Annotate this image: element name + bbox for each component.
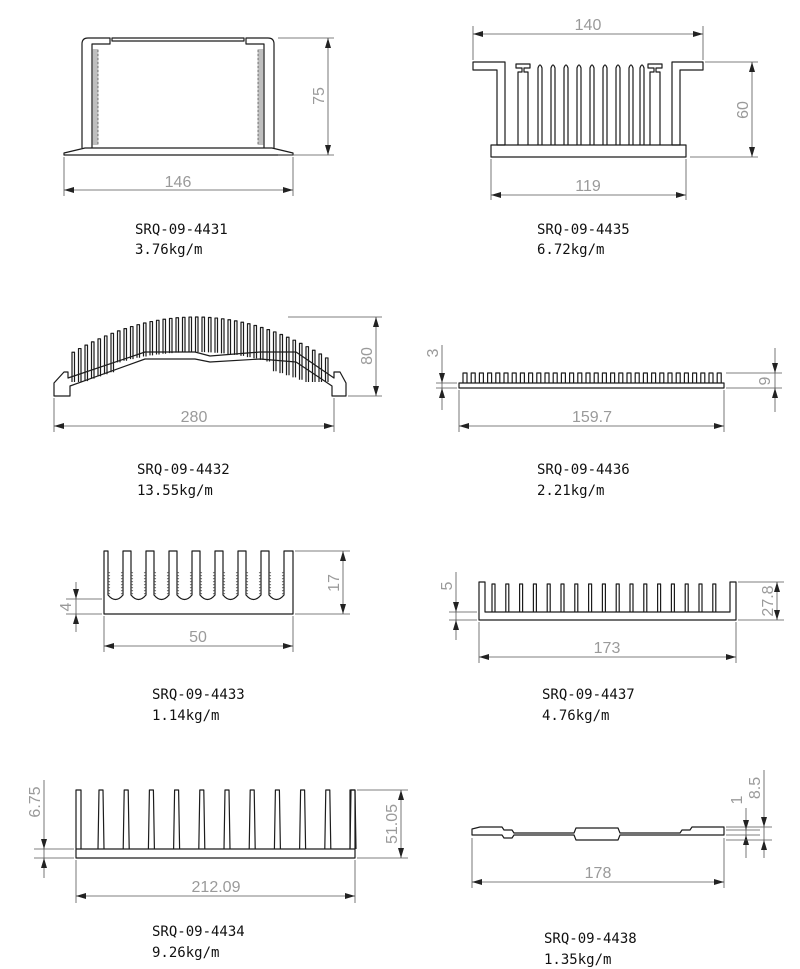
dimension-height-4438 bbox=[726, 770, 772, 858]
fin bbox=[506, 584, 509, 612]
fin bbox=[635, 373, 639, 383]
dimension-label: 51.05 bbox=[384, 803, 401, 845]
heatsink-drawing-4438 bbox=[472, 827, 724, 840]
fin bbox=[551, 65, 555, 145]
dimension-top-width-4435 bbox=[473, 17, 703, 60]
profile-srq-09-4433 bbox=[58, 551, 350, 724]
fin bbox=[209, 317, 212, 352]
fin bbox=[98, 339, 101, 377]
dimension-width-4438 bbox=[472, 838, 724, 888]
fin bbox=[594, 373, 598, 383]
fin bbox=[258, 86, 264, 88]
fin bbox=[235, 321, 238, 355]
fin bbox=[131, 327, 134, 360]
fin bbox=[174, 790, 180, 849]
fin bbox=[619, 373, 623, 383]
dimension-base-thickness-4434 bbox=[27, 780, 74, 878]
fin bbox=[512, 373, 516, 383]
fin bbox=[538, 65, 542, 145]
dimension-label: 212.09 bbox=[191, 879, 241, 896]
fin bbox=[92, 114, 98, 116]
fin bbox=[630, 584, 633, 612]
fin bbox=[488, 373, 492, 383]
dimension-label: 6.75 bbox=[27, 786, 44, 818]
profile-code: SRQ-09-4433 bbox=[152, 687, 245, 703]
dimension-height-4437 bbox=[738, 582, 784, 620]
fin bbox=[685, 584, 688, 612]
fin bbox=[258, 102, 264, 104]
fin bbox=[258, 106, 264, 108]
dimension-base-width-4435 bbox=[491, 159, 686, 200]
fin bbox=[325, 790, 331, 849]
fin bbox=[520, 584, 523, 612]
fin bbox=[643, 373, 647, 383]
fin bbox=[602, 584, 605, 612]
fin bbox=[258, 70, 264, 72]
profile-code: SRQ-09-4437 bbox=[542, 687, 635, 703]
fin bbox=[92, 54, 98, 56]
dimension-label: 4 bbox=[58, 602, 75, 612]
fin bbox=[258, 122, 264, 124]
fin bbox=[92, 86, 98, 88]
fin bbox=[92, 82, 98, 84]
fin bbox=[717, 373, 721, 383]
fin bbox=[660, 373, 664, 383]
dimension-width-4436 bbox=[459, 390, 724, 432]
profile-code: SRQ-09-4436 bbox=[537, 462, 630, 478]
fin bbox=[586, 373, 590, 383]
heatsink-drawing-4433 bbox=[104, 551, 293, 614]
dimension-label: 80 bbox=[359, 347, 376, 365]
fin bbox=[547, 584, 550, 612]
fin bbox=[602, 373, 606, 383]
dimension-base-thickness-4433 bbox=[58, 582, 102, 632]
profile-srq-09-4431 bbox=[64, 38, 334, 258]
fin bbox=[504, 373, 508, 383]
fin bbox=[564, 65, 568, 145]
profile-weight: 6.72kg/m bbox=[537, 242, 605, 258]
fin bbox=[258, 114, 264, 116]
profile-code: SRQ-09-4435 bbox=[537, 222, 630, 238]
fin bbox=[92, 130, 98, 132]
fin bbox=[196, 317, 199, 352]
fin bbox=[258, 134, 264, 136]
fin bbox=[124, 329, 127, 361]
fin bbox=[92, 70, 98, 72]
fin bbox=[92, 58, 98, 60]
profile-srq-09-4432 bbox=[54, 317, 382, 499]
fin bbox=[537, 373, 541, 383]
dimension-label: 146 bbox=[164, 174, 192, 191]
dimension-base-thickness-4436 bbox=[425, 345, 457, 410]
fin bbox=[627, 373, 631, 383]
fin bbox=[603, 65, 607, 145]
fin bbox=[258, 74, 264, 76]
fin bbox=[92, 110, 98, 112]
fin bbox=[693, 373, 697, 383]
fin bbox=[640, 65, 644, 145]
fin bbox=[163, 319, 166, 353]
fin bbox=[287, 337, 290, 375]
profile-srq-09-4438 bbox=[472, 770, 772, 968]
heatsink-drawing-4432 bbox=[54, 317, 346, 396]
fin bbox=[709, 373, 713, 383]
profile-weight: 4.76kg/m bbox=[542, 708, 610, 724]
fin bbox=[261, 327, 264, 359]
fin bbox=[258, 110, 264, 112]
fin bbox=[92, 342, 95, 379]
dimension-label: 1 bbox=[729, 795, 746, 805]
fin bbox=[575, 584, 578, 612]
fin bbox=[258, 82, 264, 84]
fin bbox=[92, 74, 98, 76]
fin bbox=[92, 102, 98, 104]
fin bbox=[258, 50, 264, 52]
dimension-label: 280 bbox=[180, 409, 208, 426]
fin bbox=[300, 343, 303, 379]
fin bbox=[92, 142, 98, 144]
fin bbox=[258, 90, 264, 92]
fin bbox=[713, 584, 716, 612]
dimension-label: 50 bbox=[189, 629, 207, 646]
fin bbox=[92, 138, 98, 140]
fin bbox=[684, 373, 688, 383]
dimension-height-4435 bbox=[690, 62, 758, 157]
fin bbox=[98, 790, 104, 849]
fin bbox=[578, 373, 582, 383]
fin bbox=[92, 50, 98, 52]
dimension-label: 178 bbox=[584, 865, 612, 882]
fin bbox=[248, 324, 251, 357]
fin bbox=[92, 122, 98, 124]
dimension-label: 75 bbox=[311, 87, 328, 105]
fin bbox=[629, 65, 633, 145]
profile-srq-09-4435 bbox=[473, 17, 758, 258]
fin bbox=[170, 318, 173, 353]
fin bbox=[570, 373, 574, 383]
dimension-width-4433 bbox=[104, 616, 293, 652]
fin bbox=[479, 373, 483, 383]
fin bbox=[258, 118, 264, 120]
fin bbox=[590, 65, 594, 145]
fin bbox=[258, 126, 264, 128]
profile-weight: 3.76kg/m bbox=[135, 242, 203, 258]
fin bbox=[254, 326, 257, 359]
heatsink-drawing-4436 bbox=[459, 373, 724, 388]
fin bbox=[258, 78, 264, 80]
fin bbox=[267, 330, 270, 362]
fin bbox=[306, 347, 309, 382]
heatsink-drawing-4431 bbox=[64, 38, 293, 155]
fin bbox=[326, 358, 329, 382]
fin bbox=[545, 373, 549, 383]
profile-code: SRQ-09-4431 bbox=[135, 222, 228, 238]
dimension-width-4437 bbox=[479, 622, 736, 663]
fin bbox=[652, 373, 656, 383]
fin bbox=[92, 98, 98, 100]
profile-weight: 2.21kg/m bbox=[537, 483, 605, 499]
fin bbox=[202, 317, 205, 352]
fin bbox=[533, 584, 536, 612]
fin bbox=[189, 317, 192, 352]
fin bbox=[85, 345, 88, 381]
fin bbox=[701, 373, 705, 383]
fin bbox=[616, 65, 620, 145]
heatsink-drawing-4437 bbox=[479, 582, 736, 620]
dimension-height-4431 bbox=[278, 38, 334, 155]
fin bbox=[313, 350, 316, 382]
profile-code: SRQ-09-4434 bbox=[152, 924, 245, 940]
dimension-label: 3 bbox=[425, 348, 442, 358]
fin bbox=[471, 373, 475, 383]
dimension-label: 173 bbox=[593, 640, 621, 657]
fin bbox=[577, 65, 581, 145]
dimension-height-4436 bbox=[726, 348, 782, 412]
fin bbox=[92, 106, 98, 108]
fin bbox=[111, 333, 114, 372]
fin bbox=[463, 373, 467, 383]
profile-code: SRQ-09-4432 bbox=[137, 462, 230, 478]
fin bbox=[92, 62, 98, 64]
fin bbox=[671, 584, 674, 612]
fin bbox=[293, 340, 296, 377]
dimension-label: 17 bbox=[326, 574, 343, 592]
dimension-label: 60 bbox=[735, 101, 752, 119]
fin bbox=[157, 320, 160, 354]
fin bbox=[92, 66, 98, 68]
fin bbox=[176, 318, 179, 353]
fin bbox=[222, 319, 225, 354]
dimension-width-4432 bbox=[54, 398, 334, 432]
fin bbox=[553, 373, 557, 383]
fin bbox=[668, 373, 672, 383]
fin bbox=[258, 66, 264, 68]
fin bbox=[137, 325, 140, 358]
fin bbox=[496, 373, 500, 383]
dimension-label: 119 bbox=[575, 178, 601, 195]
dimension-width-4434 bbox=[76, 860, 355, 903]
fin bbox=[224, 790, 230, 849]
fin bbox=[492, 584, 495, 612]
fin bbox=[258, 54, 264, 56]
heatsink-drawing-4435 bbox=[473, 62, 703, 157]
fin bbox=[644, 584, 647, 612]
profile-weight: 1.14kg/m bbox=[152, 708, 220, 724]
profile-srq-09-4434 bbox=[27, 780, 408, 961]
dimension-label: 9 bbox=[757, 376, 774, 386]
dimension-width-4431 bbox=[64, 157, 293, 196]
fin bbox=[123, 790, 129, 849]
fin bbox=[258, 142, 264, 144]
fin bbox=[258, 98, 264, 100]
dimension-label: 27.8 bbox=[760, 585, 777, 617]
fin bbox=[79, 349, 82, 382]
fin bbox=[300, 790, 306, 849]
fin bbox=[258, 130, 264, 132]
fin bbox=[215, 318, 218, 353]
dimension-height-4433 bbox=[295, 551, 350, 614]
fin bbox=[118, 331, 121, 363]
fin bbox=[241, 322, 244, 356]
fin bbox=[92, 90, 98, 92]
dimension-base-thickness-4437 bbox=[439, 572, 477, 640]
fin bbox=[258, 58, 264, 60]
fin bbox=[249, 790, 255, 849]
fin bbox=[258, 94, 264, 96]
fin bbox=[529, 373, 533, 383]
fin bbox=[150, 322, 153, 356]
fin bbox=[274, 790, 280, 849]
profile-weight: 13.55kg/m bbox=[137, 483, 213, 499]
profile-srq-09-4437 bbox=[439, 572, 784, 724]
fin bbox=[92, 78, 98, 80]
fin bbox=[676, 373, 680, 383]
profile-code: SRQ-09-4438 bbox=[544, 931, 637, 947]
fin bbox=[92, 118, 98, 120]
heatsink-drawing-4434 bbox=[76, 790, 356, 858]
dimension-label: 8.5 bbox=[747, 776, 764, 800]
fin bbox=[72, 352, 75, 382]
fin bbox=[611, 373, 615, 383]
fin bbox=[699, 584, 702, 612]
dimension-label: 159.7 bbox=[571, 409, 613, 426]
dimension-label: 5 bbox=[439, 581, 456, 591]
fin bbox=[183, 317, 186, 352]
profile-srq-09-4436 bbox=[425, 345, 782, 499]
fin bbox=[258, 62, 264, 64]
fin bbox=[92, 134, 98, 136]
fin bbox=[105, 336, 108, 374]
fin bbox=[561, 584, 564, 612]
fin bbox=[658, 584, 661, 612]
profile-weight: 1.35kg/m bbox=[544, 952, 612, 968]
fin bbox=[589, 584, 592, 612]
fin bbox=[561, 373, 565, 383]
fin bbox=[228, 320, 231, 354]
fin bbox=[148, 790, 154, 849]
dimension-height-4434 bbox=[357, 790, 408, 858]
fin bbox=[520, 373, 524, 383]
fin bbox=[616, 584, 619, 612]
fin bbox=[92, 126, 98, 128]
fin bbox=[258, 138, 264, 140]
dimension-label: 140 bbox=[574, 17, 602, 34]
profile-weight: 9.26kg/m bbox=[152, 945, 220, 961]
fin bbox=[199, 790, 205, 849]
fin bbox=[104, 551, 293, 614]
fin bbox=[280, 335, 283, 374]
fin bbox=[92, 94, 98, 96]
